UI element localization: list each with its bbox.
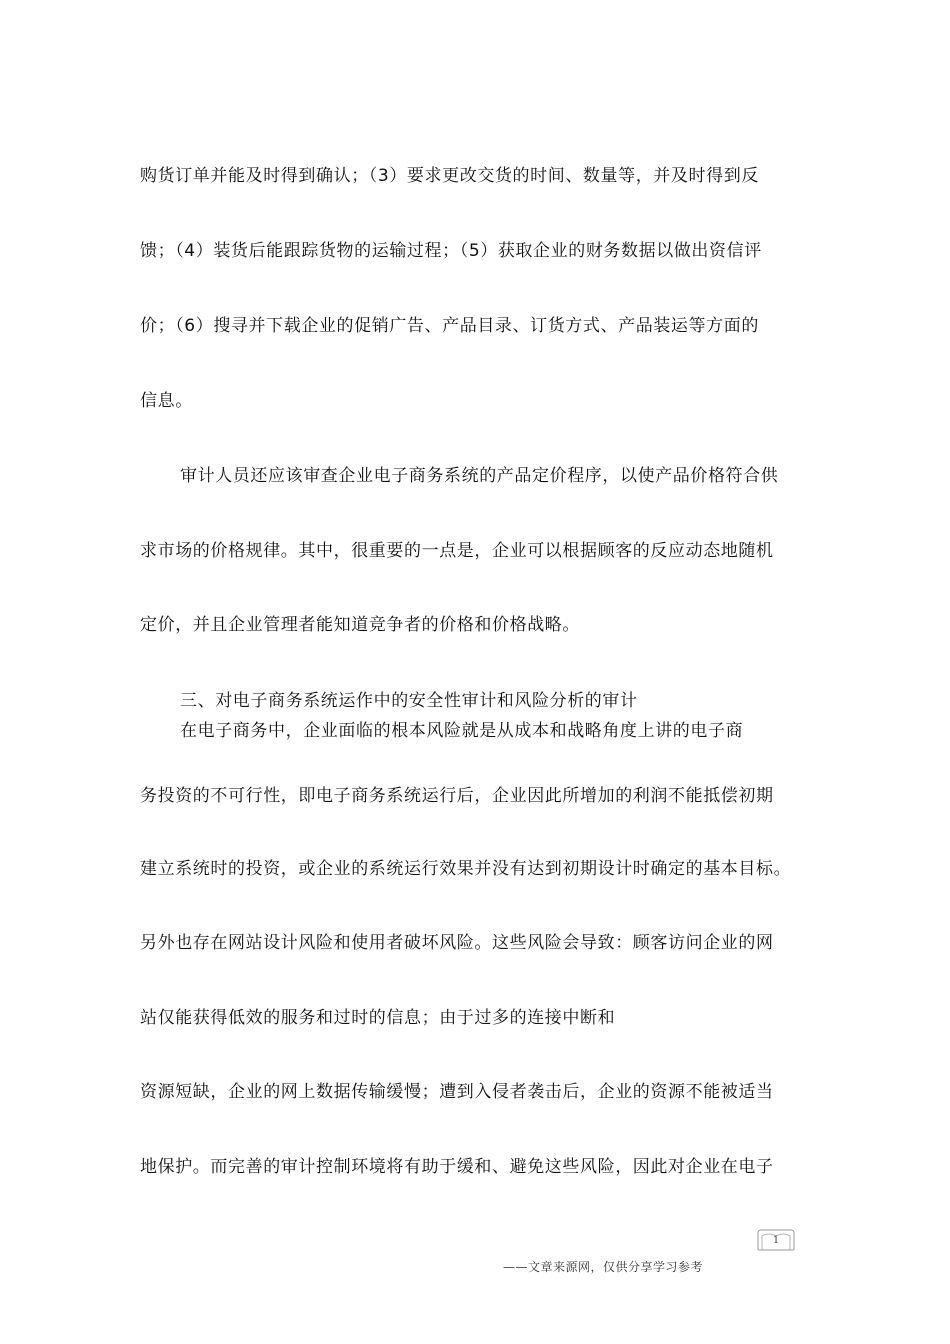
paragraph-line: 地保护。而完善的审计控制环境将有助于缓和、避免这些风险，因此对企业在电子 [140, 1157, 774, 1177]
page-number-badge [757, 1229, 795, 1251]
paragraph-line: 务投资的不可行性，即电子商务系统运行后，企业因此所增加的利润不能抵偿初期 [140, 786, 774, 806]
paragraph-line: 信息。 [140, 391, 193, 411]
paragraph-line: 在电子商务中，企业面临的根本风险就是从成本和战略角度上讲的电子商 [180, 721, 744, 741]
paragraph-line: 审计人员还应该审查企业电子商务系统的产品定价程序，以使产品价格符合供 [180, 466, 779, 486]
paragraph-line: 建立系统时的投资，或企业的系统运行效果并没有达到初期设计时确定的基本目标。 [140, 859, 792, 879]
paragraph-line: 求市场的价格规律。其中，很重要的一点是，企业可以根据顾客的反应动态地随机 [140, 541, 774, 561]
paragraph-line: 购货订单并能及时得到确认；（3）要求更改交货的时间、数量等，并及时得到反 [140, 166, 759, 186]
paragraph-line: 资源短缺，企业的网上数据传输缓慢；遭到入侵者袭击后，企业的资源不能被适当 [140, 1082, 774, 1102]
section-heading: 三、对电子商务系统运作中的安全性审计和风险分析的审计 [180, 691, 638, 711]
paragraph-line: 价；（6）搜寻并下载企业的促销广告、产品目录、订货方式、产品装运等方面的 [140, 316, 759, 336]
paragraph-line: 另外也存在网站设计风险和使用者破坏风险。这些风险会导致：顾客访问企业的网 [140, 933, 774, 953]
paragraph-line: 馈；（4）装货后能跟踪货物的运输过程；（5）获取企业的财务数据以做出资信评 [140, 241, 762, 261]
source-note: ——文章来源网，仅供分享学习参考 [503, 1260, 704, 1274]
page-number: 1 [772, 1235, 780, 1246]
paragraph-line: 站仅能获得低效的服务和过时的信息；由于过多的连接中断和 [140, 1008, 616, 1028]
paragraph-line: 定价，并且企业管理者能知道竞争者的价格和价格战略。 [140, 615, 580, 635]
